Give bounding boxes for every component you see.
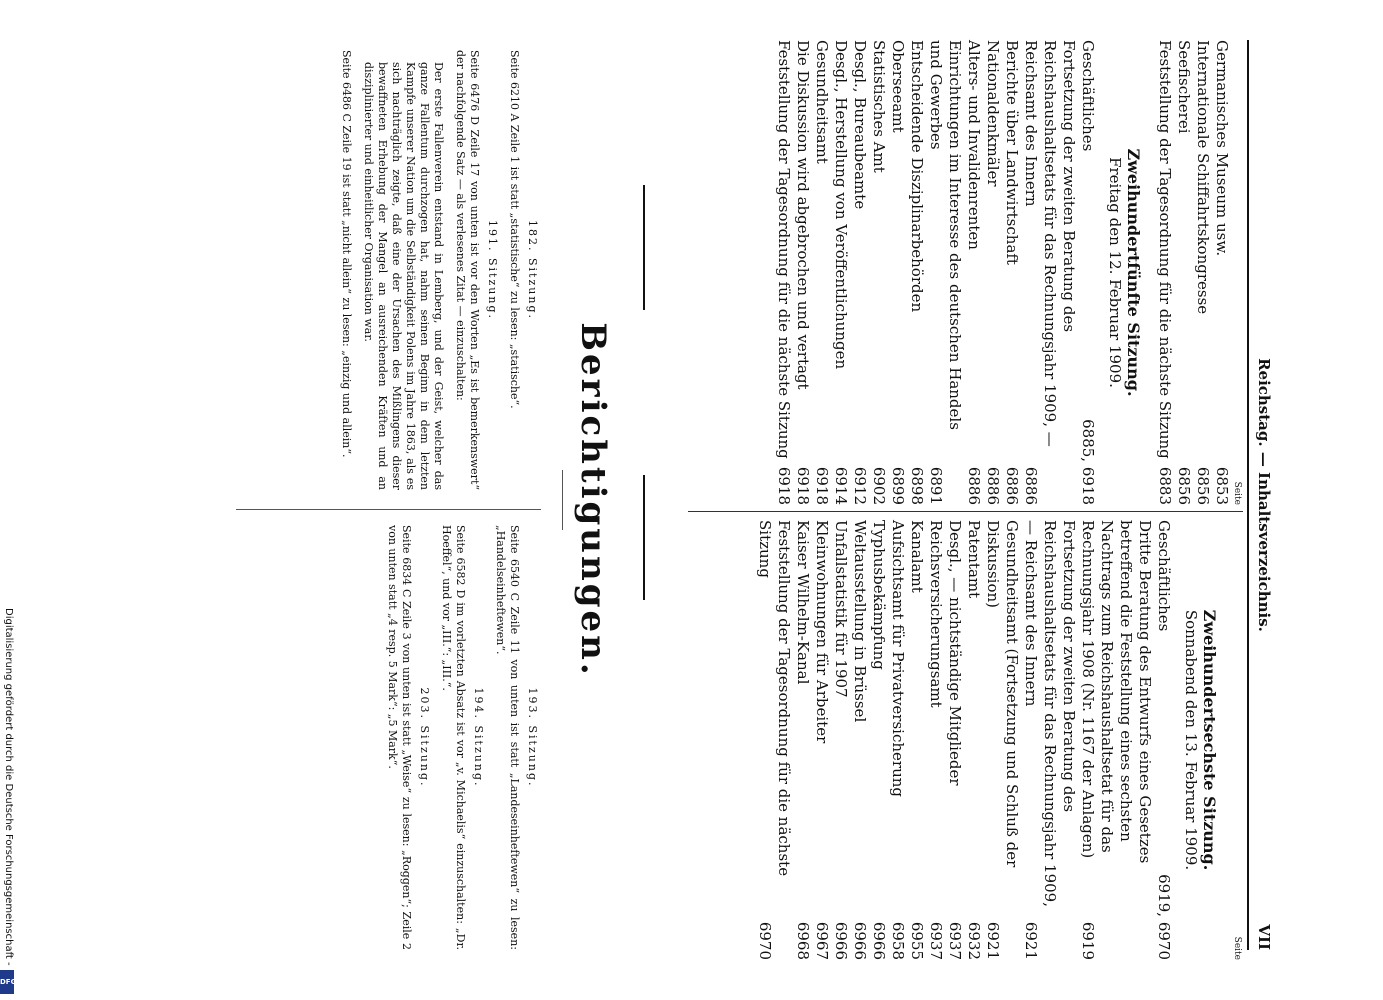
correction-text: Seite 6486 C Zeile 19 ist statt „nicht allein“ zu lesen: „einzig und allein“. [340,50,353,458]
toc-entry [983,520,1021,960]
correction-heading: 182. Sitzung. [526,220,539,320]
section-rule [643,475,645,600]
toc-entry-page: 6937 [946,921,964,960]
toc-entry-text: Alters- und Invalidenrenten [965,40,983,250]
toc-entry [1193,40,1212,505]
toc-entry-text: Nationaldenkmäler [984,40,1002,187]
correction-heading: 194. Sitzung. [472,687,485,788]
correction-heading: 203. Sitzung. [418,687,431,788]
toc-entries [774,40,1097,505]
correction-text: Seite 6476 D Zeile 17 von unten ist vor den Worten „Es ist bemerkenswert“ der nachfolgende Satz — als verlesenes Zitat — einzuschalten: [454,50,481,490]
toc-entry-page: 6886 [1022,466,1040,505]
toc-entry [812,40,831,505]
toc-entry-page: 6912 [851,466,869,505]
toc-entry-text: Fortsetzung der zweiten Beratung des Reichshaushaltsetats für das Rechnungsjahr 1909, — Reichsamt des Innern [1022,520,1078,907]
correction-text: Seite 6210 A Zeile 1 ist statt „statistische“ zu lesen: „statische“. [508,50,521,409]
toc-entry-text: Statistisches Amt [870,40,888,173]
toc-entry [1078,520,1154,960]
toc-entry [1155,40,1174,505]
toc-entry [926,520,945,960]
toc-entry-page: 6856 [1175,466,1193,505]
toc-entry [888,40,907,505]
toc-entry [983,40,1002,505]
toc-entry [1002,40,1021,505]
toc-entry-text: Dritte Beratung des Entwurfs eines Gesetzes betreffend die Feststellung eines sechsten Nachtrags zum Reichshaushaltsetat für das Rechnungsjahr 1908 (Nr. 1167 der Anlagen) [1079,520,1154,864]
toc-entry-page: 6899 [889,466,907,505]
toc-entry [1078,40,1097,505]
toc-entry-page: 6883 [1156,466,1174,505]
page-header [1247,40,1275,950]
toc-entry [793,40,812,505]
toc-entry-text: Entscheidende Disziplinarbehörden [908,40,926,313]
toc-entry-page: 6886 [965,466,983,505]
toc-entry [850,520,869,960]
toc-entry-page: 6921 [1022,921,1040,960]
berichtigungen-right-column [377,525,541,950]
toc-entry-text: Desgl., Bureaubeamte [851,40,869,210]
toc-entry-text: Desgl., Herstellung von Veröffentlichungen [832,40,850,370]
header-title: Reichstag. — Inhaltsverzeichnis. [1255,358,1273,632]
toc-entry [869,520,888,960]
sitzung-date: Freitag den 12. Februar 1909. [1106,157,1124,388]
toc-entry-text: Kaiser Wilhelm-Kanal [794,520,812,685]
toc-entry-text: Feststellung der Tagesordnung für die nächste Sitzung [1156,40,1174,459]
toc-entry-page: 6921 [984,921,1002,960]
toc-entry-page: 6966 [870,921,888,960]
toc-entry-page: 6967 [813,921,831,960]
toc-entry-text: Gesundheitsamt [813,40,831,164]
toc-entry [945,520,964,960]
toc-entry-page: 6932 [965,921,983,960]
toc-top-entries [1155,40,1231,505]
toc-entry-page: 6966 [851,921,869,960]
correction-text: Seite 6582 D im vorletzten Absatz ist vor „v. Michaelis“ einzuschalten: „Dr. Hoeffel“, und vor „III.“: „III.“. [440,525,467,950]
toc-entry-page: 6966 [832,921,850,960]
sitzung-title: Zweihundertfünfte Sitzung. [1124,148,1143,397]
berichtigungen-left-column [331,50,541,490]
toc-entry-page: 6919, 6970 [1155,874,1173,960]
toc-entry-text: Fortsetzung der zweiten Beratung des Reichshaushaltsetats für das Rechnungsjahr 1909, — Reichsamt des Innern [1022,40,1078,447]
toc-left-column [774,40,1243,505]
correction-text: Seite 6834 C Zeile 3 von unten ist statt „Weise“ zu lesen: „Roggen“; Zeile 2 von unten statt „4 resp. 5 Mark“: „5 Mark“. [386,525,413,950]
toc-entry [926,40,964,505]
toc-entry-text: Gesundheitsamt (Fortsetzung und Schluß der Diskussion) [984,520,1021,868]
toc-entry-text: Oberseeamt [889,40,907,133]
toc-entry-text: Einrichtungen im Interesse des deutschen Handels und Gewerbes [927,40,964,430]
column-divider [688,511,1243,512]
toc-entry [1021,520,1078,960]
toc-entry [1174,40,1193,505]
toc-entry-page: 6886 [1003,466,1021,505]
toc-entry-page: 6970 [756,921,774,960]
toc-entry-text: Reichsversicherungsamt [927,520,945,708]
toc-entry-page: 6898 [908,466,926,505]
toc-entry-text: Die Diskussion wird abgebrochen und vertagt [794,40,812,390]
section-rule [643,185,645,310]
correction-heading: 193. Sitzung. [526,687,539,788]
toc-entry [907,520,926,960]
toc-entry-page: 6891 [927,466,945,505]
toc-entry-text: Kleinwohnungen für Arbeiter [813,520,831,744]
correction-quote: Der erste Fallenverein entstand in Lemberg, und der Geist, welcher das ganze Fallentum durchzogen hat, nahm seinen Beginn in dem letzten Kampfe unserer Nation um die Selbständigkeit Polens im Jahre 1863, als es sich nachträglich zeigte, daß eine der Ursachen des Mißlingens dieser bewaffneten Erhebung der Mangel an ausreichenden Kräften und an disziplinierter und einheitlicher Organisation war. [362,62,445,490]
toc-entry-text: Seefischerei [1175,40,1193,134]
toc-entry-page: 6885, 6918 [1079,419,1097,505]
toc-entry-page: 6919 [1079,921,1097,960]
toc-entry-page: 6918 [775,466,793,505]
correction-text: Seite 6540 C Zeile 11 von unten ist statt „Landeseinheftewen“ zu lesen: „Handelseinheftewen“. [494,525,521,950]
toc-entry-text: Patentamt [965,520,983,599]
correction-heading: 191. Sitzung. [486,220,499,320]
toc-entry-text: Internationale Schiffahrtskongresse [1194,40,1212,315]
toc-entry-text: Geschäftliches [1155,520,1173,632]
toc-entry [869,40,888,505]
toc-entry-page: 6856 [1194,466,1212,505]
column-divider [236,509,541,510]
toc-entry-page: 6918 [794,466,812,505]
toc-entry-page: 6918 [813,466,831,505]
toc-entry-text: Aufsichtsamt für Privatversicherung [889,520,907,797]
sitzung-title: Zweihundertsechste Sitzung. [1200,609,1219,871]
toc-entry [850,40,869,505]
toc-right-column [755,520,1243,960]
seite-label: Seite [1232,936,1242,960]
toc-entry-text: Kanalamt [908,520,926,593]
toc-entry-text: Desgl., — nichtständige Mitglieder [946,520,964,786]
toc-entry-page: 6958 [889,921,907,960]
toc-entry [755,520,793,960]
dfg-logo: DFG [0,970,14,994]
toc-entry [964,40,983,505]
toc-entry [831,40,850,505]
toc-entry-page: 6955 [908,921,926,960]
toc-entry-page: 6937 [927,921,945,960]
digitization-note: Digitalisierung gefördert durch die Deutsche Forschungsgemeinschaft - [3,608,14,966]
toc-entry-text: Unfallstatistik für 1907 [832,520,850,698]
berichtigungen-title: Berichtigungen. [573,322,613,678]
toc-entry-page: 6886 [984,466,1002,505]
toc-entry [907,40,926,505]
toc-entry-page: 6902 [870,466,888,505]
sitzung-date: Sonnabend den 13. Februar 1909. [1182,609,1200,871]
toc-entry [774,40,793,505]
title-rule [562,470,563,530]
toc-entry-text: Feststellung der Tagesordnung für die nächste Sitzung [756,520,793,877]
toc-entry [812,520,831,960]
seite-label: Seite [1232,481,1242,505]
toc-entry [1021,40,1078,505]
toc-entry [1212,40,1231,505]
toc-entry-text: Weltausstellung in Brüssel [851,520,869,723]
toc-entry-page: 6914 [832,466,850,505]
toc-entry-text: Berichte über Landwirtschaft [1003,40,1021,265]
toc-entry-page: 6968 [794,921,812,960]
toc-entry-text: Geschäftliches [1079,40,1097,152]
toc-entry-page: 6853 [1213,466,1231,505]
toc-entry-text: Feststellung der Tagesordnung für die nächste Sitzung [775,40,793,459]
toc-entries [755,520,1173,960]
toc-entry [888,520,907,960]
page-number: VII [1255,924,1273,950]
toc-entry-text: Typhusbekämpfung [870,520,888,670]
toc-entry-text: Germanisches Museum usw. [1213,40,1231,257]
toc-entry [1154,520,1173,960]
toc-entry [831,520,850,960]
toc-entry [964,520,983,960]
toc-entry [793,520,812,960]
